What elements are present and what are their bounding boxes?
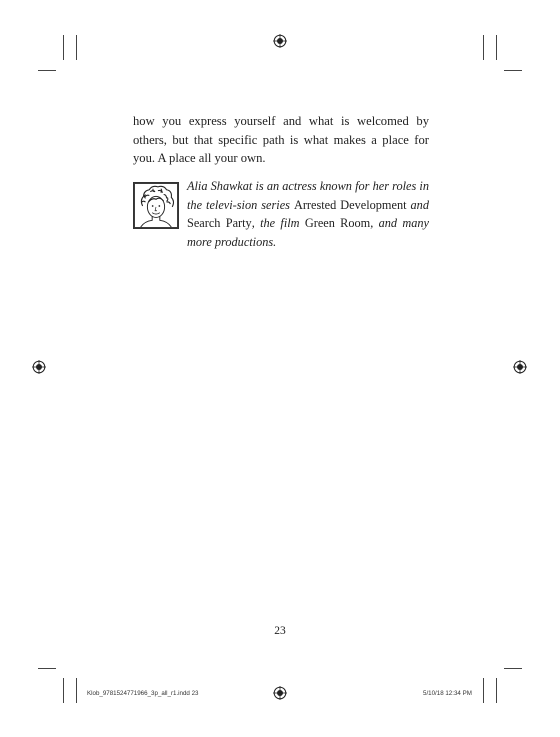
bio-text-segment: Green Room: [304, 216, 371, 231]
crop-mark: [38, 668, 56, 669]
portrait-illustration-icon: [133, 182, 179, 229]
bio-text-segment: Search Party: [187, 216, 252, 231]
crop-mark: [496, 678, 497, 703]
crop-mark: [63, 35, 64, 60]
bio-text-segment: and: [406, 197, 429, 212]
bio-text-segment: , the film: [251, 216, 305, 231]
body-paragraph: how you express yourself and what is welcomed by others, but that specific path is what makes a place for you. A place all your own.: [133, 114, 429, 166]
slug-timestamp: 5/10/18 12:34 PM: [423, 690, 472, 697]
crop-mark: [496, 35, 497, 60]
bio-text-segment: Arrested Development: [293, 197, 407, 212]
crop-mark: [76, 678, 77, 703]
registration-mark-icon: [273, 34, 287, 48]
crop-mark: [76, 35, 77, 60]
page-number: 23: [274, 625, 286, 637]
crop-mark: [483, 678, 484, 703]
contributor-bio: [133, 177, 429, 249]
bio-text: [187, 177, 429, 251]
slug-filename: Klob_9781524771966_3p_all_r1.indd 23: [87, 690, 199, 697]
crop-mark: [63, 678, 64, 703]
crop-mark: [38, 70, 56, 71]
bio-text-segment: Alia Shawkat is an actress known for her roles in the televi-sion series: [187, 179, 429, 212]
registration-mark-icon: [32, 360, 46, 374]
crop-mark: [504, 70, 522, 71]
registration-mark-icon: [273, 686, 287, 700]
crop-mark: [483, 35, 484, 60]
crop-mark: [504, 668, 522, 669]
registration-mark-icon: [513, 360, 527, 374]
bio-text-segment: , and many more productions.: [187, 216, 429, 249]
